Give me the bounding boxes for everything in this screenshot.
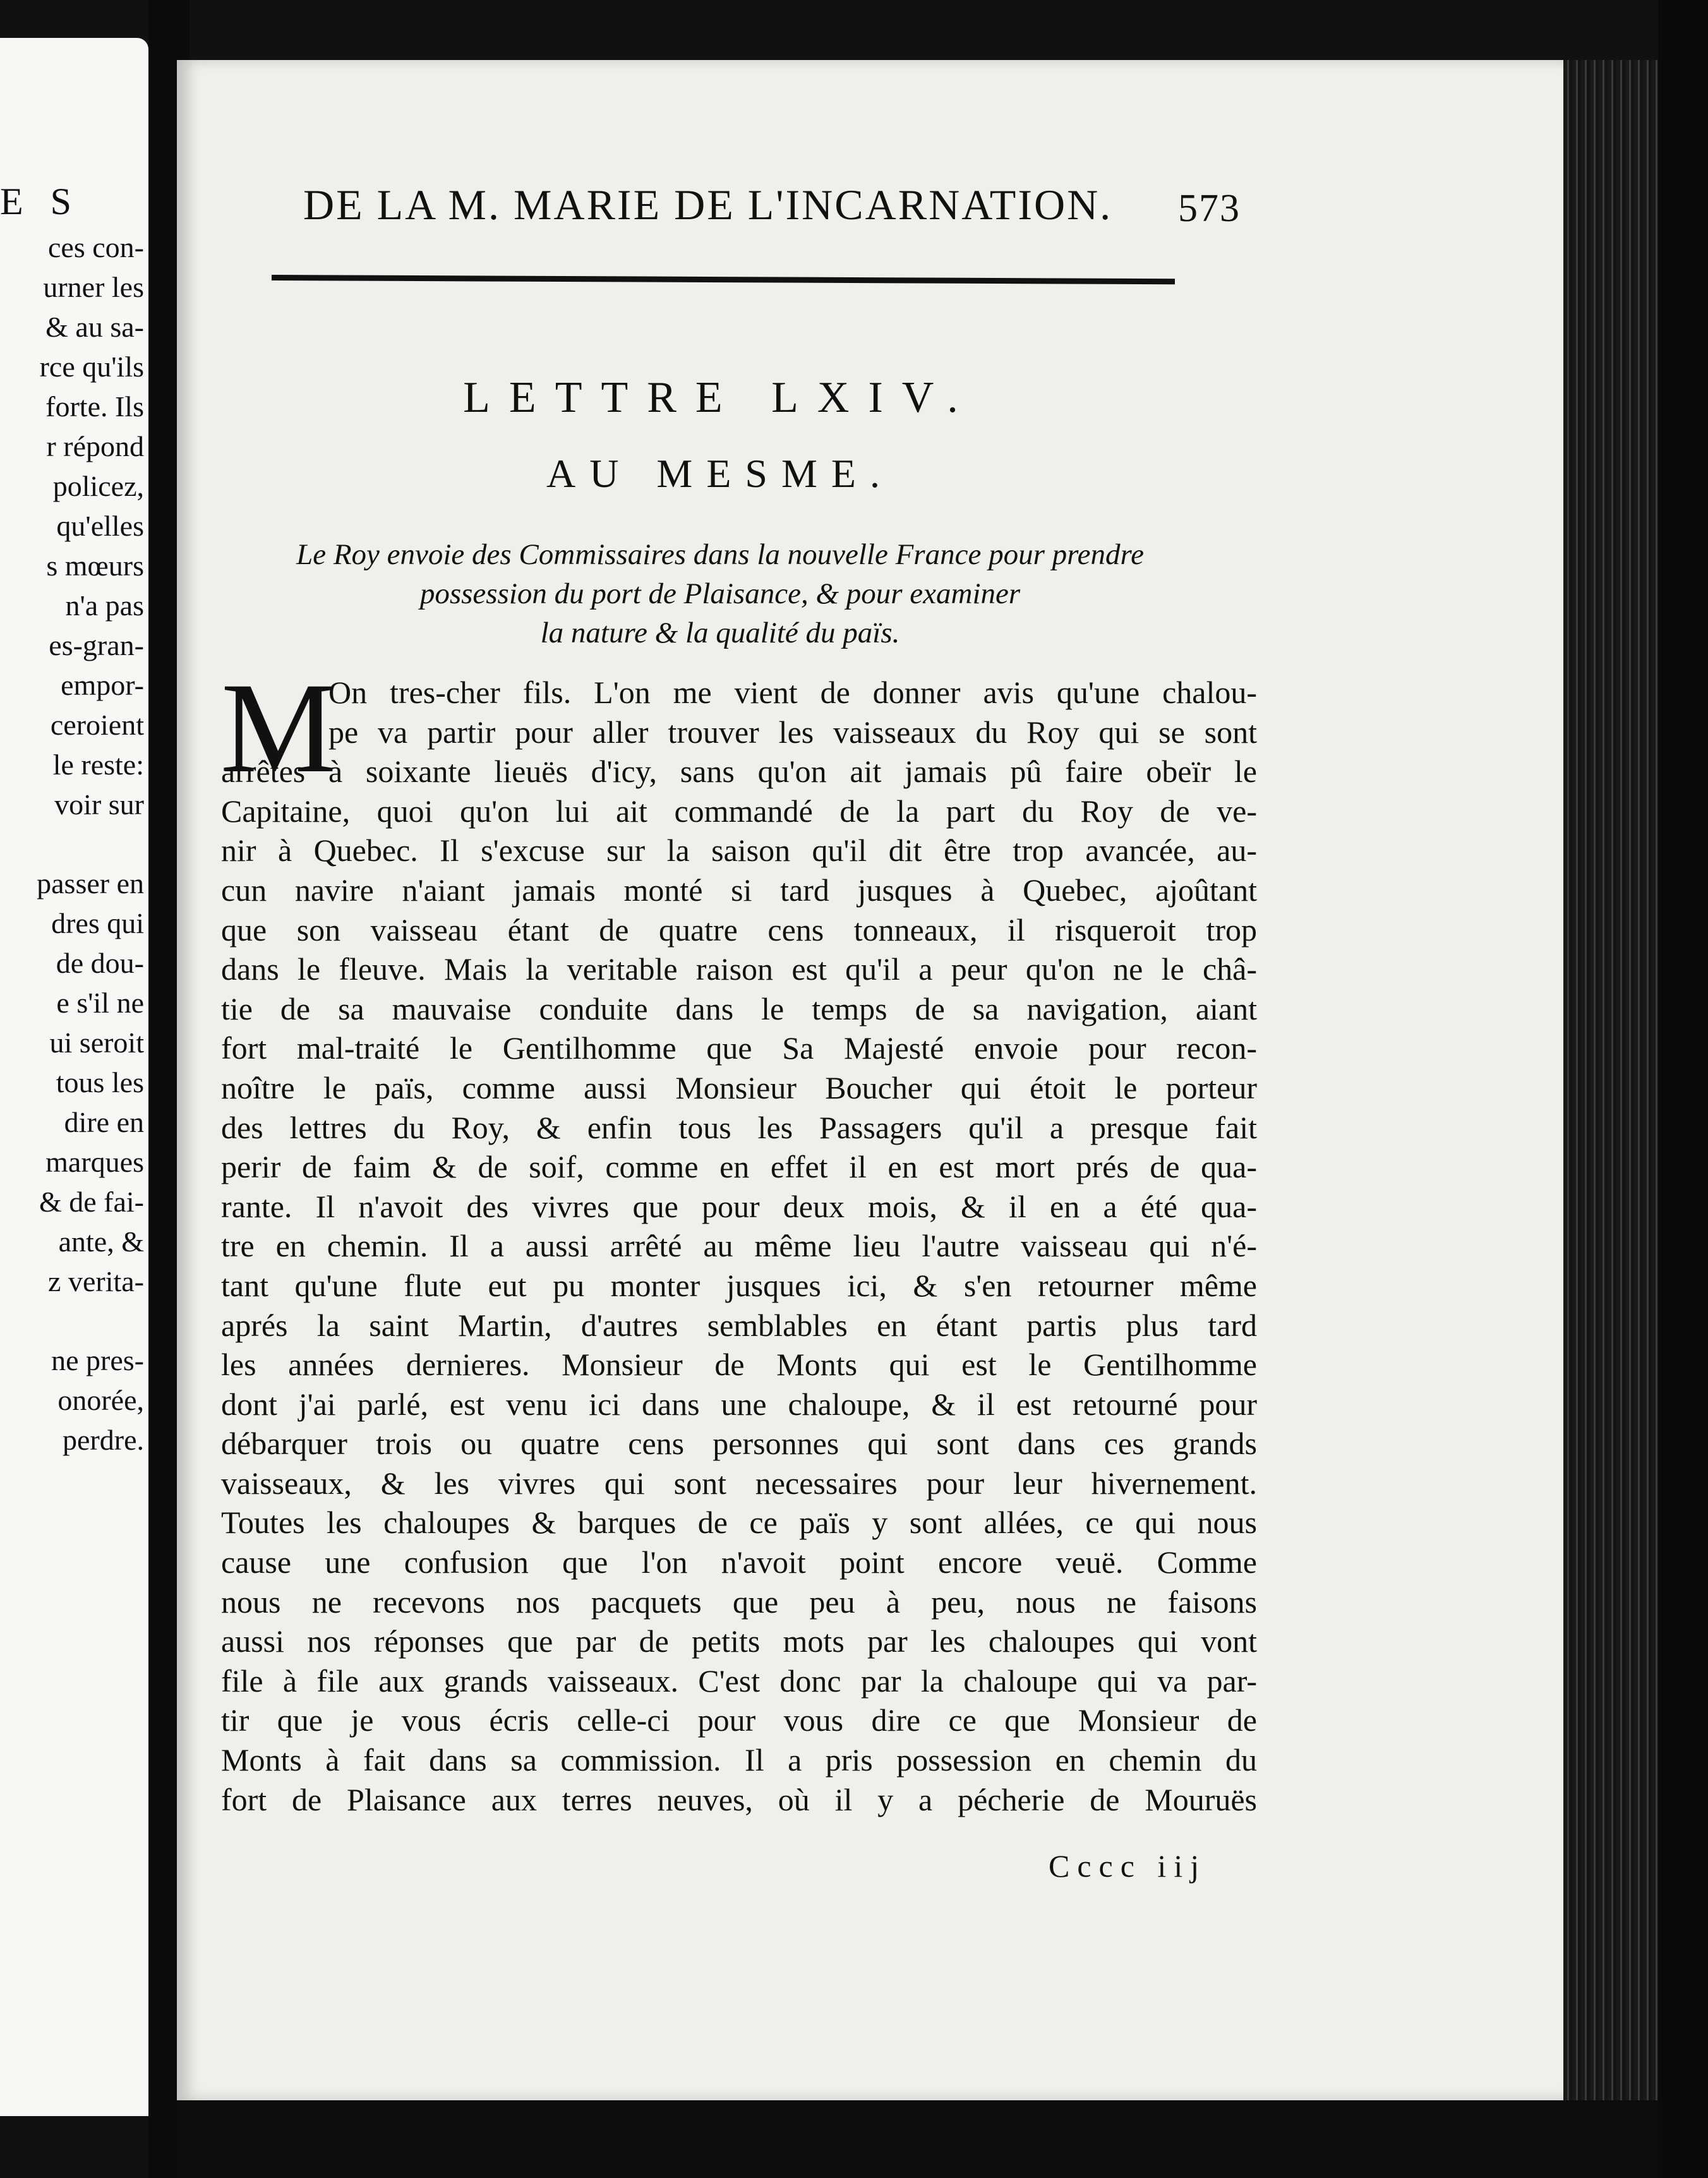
- body-text-line: dans le fleuve. Mais la veritable raison est qu'il a peur qu'on ne le châ-: [221, 951, 1257, 987]
- drop-cap: M: [221, 656, 337, 800]
- left-text-line: perdre.: [63, 1424, 144, 1456]
- page: [177, 60, 1563, 2100]
- left-text-line: de dou-: [56, 947, 144, 979]
- body-text-line: cun navire n'aiant jamais monté si tard jusques à Quebec, ajoûtant: [221, 872, 1257, 908]
- letter-recipient: AU MESME.: [546, 451, 894, 496]
- body-text-line: fort de Plaisance aux terres neuves, où il y a pécherie de Mouruës: [221, 1781, 1257, 1817]
- summary-line: Le Roy envoie des Commissaires dans la nouvelle France pour prendre: [296, 538, 1144, 571]
- left-text-line: r répond: [46, 430, 144, 462]
- left-text-line: z verita-: [48, 1265, 144, 1297]
- left-text-line: marques: [45, 1146, 144, 1178]
- letter-summary: [177, 535, 1263, 653]
- left-text-line: policez,: [52, 470, 144, 502]
- left-page-heading: E S: [0, 181, 81, 222]
- body-text-line: pe va partir pour aller trouver les vaisseaux du Roy qui se sont: [328, 714, 1257, 750]
- body-lines: [221, 656, 1257, 1819]
- body-text-line: tie de sa mauvaise conduite dans le temps de sa navigation, aiant: [221, 990, 1257, 1026]
- left-text-line: e s'il ne: [56, 987, 144, 1019]
- summary-line: possession du port de Plaisance, & pour examiner: [419, 577, 1021, 610]
- page-edges: [1563, 60, 1658, 2100]
- body-text-line: vaisseaux, & les vivres qui sont necessaires pour leur hivernement.: [221, 1465, 1257, 1501]
- left-text-line: passer en: [37, 867, 144, 899]
- left-text-line: [0, 824, 144, 863]
- left-page-text: [0, 227, 144, 1460]
- body-text-line: noître le païs, comme aussi Monsieur Boucher qui étoit le porteur: [221, 1069, 1257, 1105]
- body-text-line: aprés la saint Martin, d'autres semblables en étant partis plus tard: [221, 1307, 1257, 1343]
- body-text-line: nir à Quebec. Il s'excuse sur la saison qu'il dit être trop avancée, au-: [221, 833, 1257, 869]
- left-text-line: dres qui: [51, 907, 144, 939]
- letter-body: [221, 656, 1257, 1819]
- left-text-line: qu'elles: [56, 510, 144, 542]
- body-text-line: On tres-cher fils. L'on me vient de donner avis qu'une chalou-: [328, 675, 1257, 710]
- previous-page-fragment: [0, 38, 148, 2116]
- left-text-line: es-gran-: [49, 629, 144, 661]
- body-text-line: fort mal-traité le Gentilhomme que Sa Majesté envoie pour recon-: [221, 1030, 1257, 1066]
- scan-background: [1658, 0, 1708, 2178]
- body-text-line: aussi nos réponses que par de petits mots par les chaloupes qui vont: [221, 1623, 1257, 1659]
- summary-line: la nature & la qualité du païs.: [540, 617, 900, 649]
- left-text-line: empor-: [61, 669, 144, 701]
- left-text-line: s mœurs: [46, 550, 144, 582]
- left-text-line: forte. Ils: [45, 390, 144, 423]
- body-text-line: tant qu'une flute eut pu monter jusques ici, & s'en retourner même: [221, 1267, 1257, 1303]
- scan-background-bottom: [177, 2100, 1658, 2178]
- body-text-line: tir que je vous écris celle-ci pour vous dire ce que Monsieur de: [221, 1702, 1257, 1738]
- letter-title: LETTRE LXIV.: [463, 373, 977, 422]
- body-text-line: tre en chemin. Il a aussi arrêté au même lieu l'autre vaisseau qui n'é-: [221, 1228, 1257, 1264]
- left-text-line: rce qu'ils: [39, 351, 144, 383]
- body-text-line: perir de faim & de soif, comme en effet il en est mort prés de qua-: [221, 1149, 1257, 1185]
- body-text-line: débarquer trois ou quatre cens personnes qui sont dans ces grands: [221, 1426, 1257, 1462]
- left-text-line: ui seroit: [49, 1026, 144, 1059]
- body-text-line: Toutes les chaloupes & barques de ce païs y sont allées, ce qui nous: [221, 1505, 1257, 1541]
- left-text-line: & au sa-: [45, 311, 144, 343]
- left-text-line: onorée,: [57, 1384, 144, 1416]
- left-text-line: ante, &: [58, 1225, 144, 1258]
- left-text-line: le reste:: [52, 749, 144, 781]
- left-text-line: ceroient: [50, 709, 144, 741]
- body-text-line: que son vaisseau étant de quatre cens tonneaux, il risqueroit trop: [221, 912, 1257, 948]
- left-text-line: ne pres-: [51, 1344, 144, 1376]
- left-text-line: dire en: [64, 1106, 144, 1138]
- body-text-line: des lettres du Roy, & enfin tous les Passagers qu'il a presque fait: [221, 1109, 1257, 1145]
- running-head: DE LA M. MARIE DE L'INCARNATION.: [303, 181, 1113, 229]
- page-number: 573: [1178, 187, 1241, 230]
- body-text-line: arrêtes à soixante lieuës d'icy, sans qu'on ait jamais pû faire obeïr le: [221, 754, 1257, 790]
- left-text-line: ces con-: [48, 231, 144, 263]
- body-text-line: les années dernieres. Monsieur de Monts qui est le Gentilhomme: [221, 1347, 1257, 1383]
- body-text-line: dont j'ai parlé, est venu ici dans une chaloupe, & il est retourné pour: [221, 1386, 1257, 1422]
- body-text-line: file à file aux grands vaisseaux. C'est donc par la chaloupe qui va par-: [221, 1663, 1257, 1699]
- signature-mark: Cccc iij: [1049, 1848, 1207, 1884]
- header-rule: [272, 275, 1175, 284]
- left-text-line: [0, 1301, 144, 1340]
- left-text-line: urner les: [43, 271, 144, 303]
- body-text-line: cause une confusion que l'on n'avoit point encore veuë. Comme: [221, 1544, 1257, 1580]
- body-text-line: nous ne recevons nos pacquets que peu à peu, nous ne faisons: [221, 1584, 1257, 1620]
- left-text-line: n'a pas: [65, 589, 144, 622]
- left-text-line: tous les: [56, 1066, 144, 1098]
- body-text-line: Monts à fait dans sa commission. Il a pris possession en chemin du: [221, 1742, 1257, 1778]
- body-text-line: rante. Il n'avoit des vivres que pour deux mois, & il en a été qua-: [221, 1188, 1257, 1224]
- body-text-line: Capitaine, quoi qu'on lui ait commandé de la part du Roy de ve-: [221, 793, 1257, 829]
- left-text-line: voir sur: [54, 788, 144, 821]
- left-text-line: & de fai-: [39, 1186, 144, 1218]
